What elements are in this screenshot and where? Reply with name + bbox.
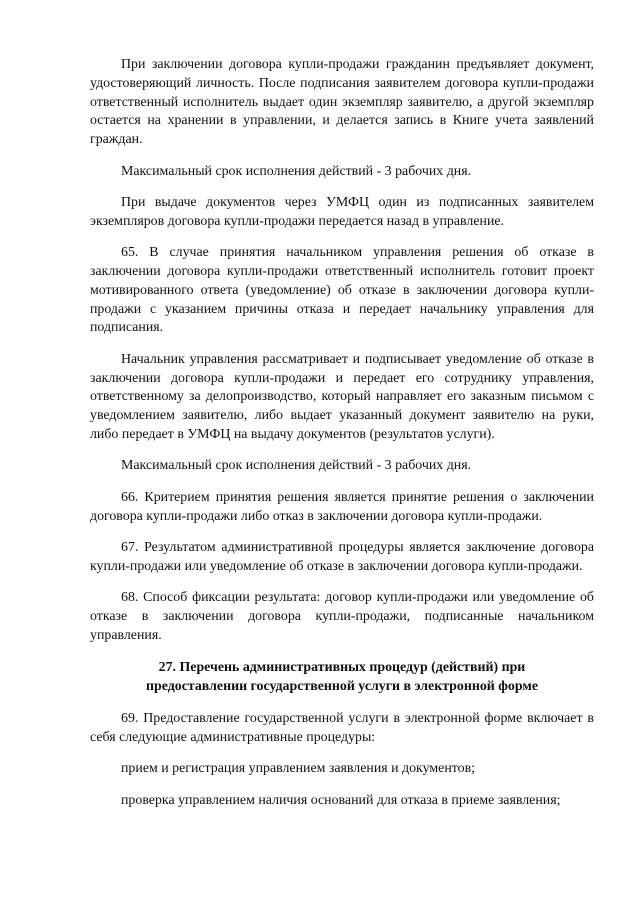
paragraph-deadline-1: Максимальный срок исполнения действий - 3 рабочих дня. [121,163,472,179]
paragraph-69: 69. Предоставление государственной услуги в электронной форме включает в себя следующие административные процедуры: [90,711,594,745]
section-heading-line-2: предоставлении государственной услуги в электронной форме [146,679,538,695]
paragraph-66: 66. Критерием принятия решения является принятие решения о заключении договора купли-продажи либо отказ в заключении договора купли-продажи. [90,489,594,524]
paragraph-refusal-notice: Начальник управления рассматривает и подписывает уведомление об отказе в заключении договора купли-продажи и передает его сотруднику управления, ответственному за делопроизводство, который направляет его заказным письмом с уведомлением заявителю, либо выдает указанный документ заявителю на руки, либо передает в УМФЦ на выдачу документов (результатов услуги). [90,351,594,442]
paragraph-procedure-check: проверка управлением наличия оснований для отказа в приеме заявления; [121,792,561,808]
paragraph-65: 65. В случае принятия начальником управления решения об отказе в заключении договора купли-продажи ответственный исполнитель готовит проект мотивированного ответа (уведомление) об отказе в заключении договора купли-продажи с указанием причины отказа и передает начальнику управления для подписания. [90,245,594,336]
document-page [90,56,594,823]
paragraph-umfc-return: При выдаче документов через УМФЦ один из подписанных заявителем экземпляров договора купли-продажи передается назад в управление. [90,194,594,229]
section-heading-line-1: 27. Перечень административных процедур (действий) при [158,660,526,676]
section-heading [90,658,594,696]
paragraph-67: 67. Результатом административной процедуры является заключение договора купли-продажи или уведомление об отказе в заключении договора купли-продажи. [90,539,594,574]
paragraph-procedure-intake: прием и регистрация управлением заявления и документов; [121,761,476,777]
paragraph-contract-signing: При заключении договора купли-продажи гражданин предъявляет документ, удостоверяющий личность. После подписания заявителем договора купли-продажи ответственный исполнитель выдает один экземпляр заявителю, а другой экземпляр остается на хранении в управлении, и делается запись в Книге учета заявлений граждан. [90,57,594,148]
paragraph-68: 68. Способ фиксации результата: договор купли-продажи или уведомление об отказе в заключении договора купли-продажи, подписанные начальником управления. [90,590,594,643]
paragraph-deadline-2: Максимальный срок исполнения действий - 3 рабочих дня. [121,458,472,474]
